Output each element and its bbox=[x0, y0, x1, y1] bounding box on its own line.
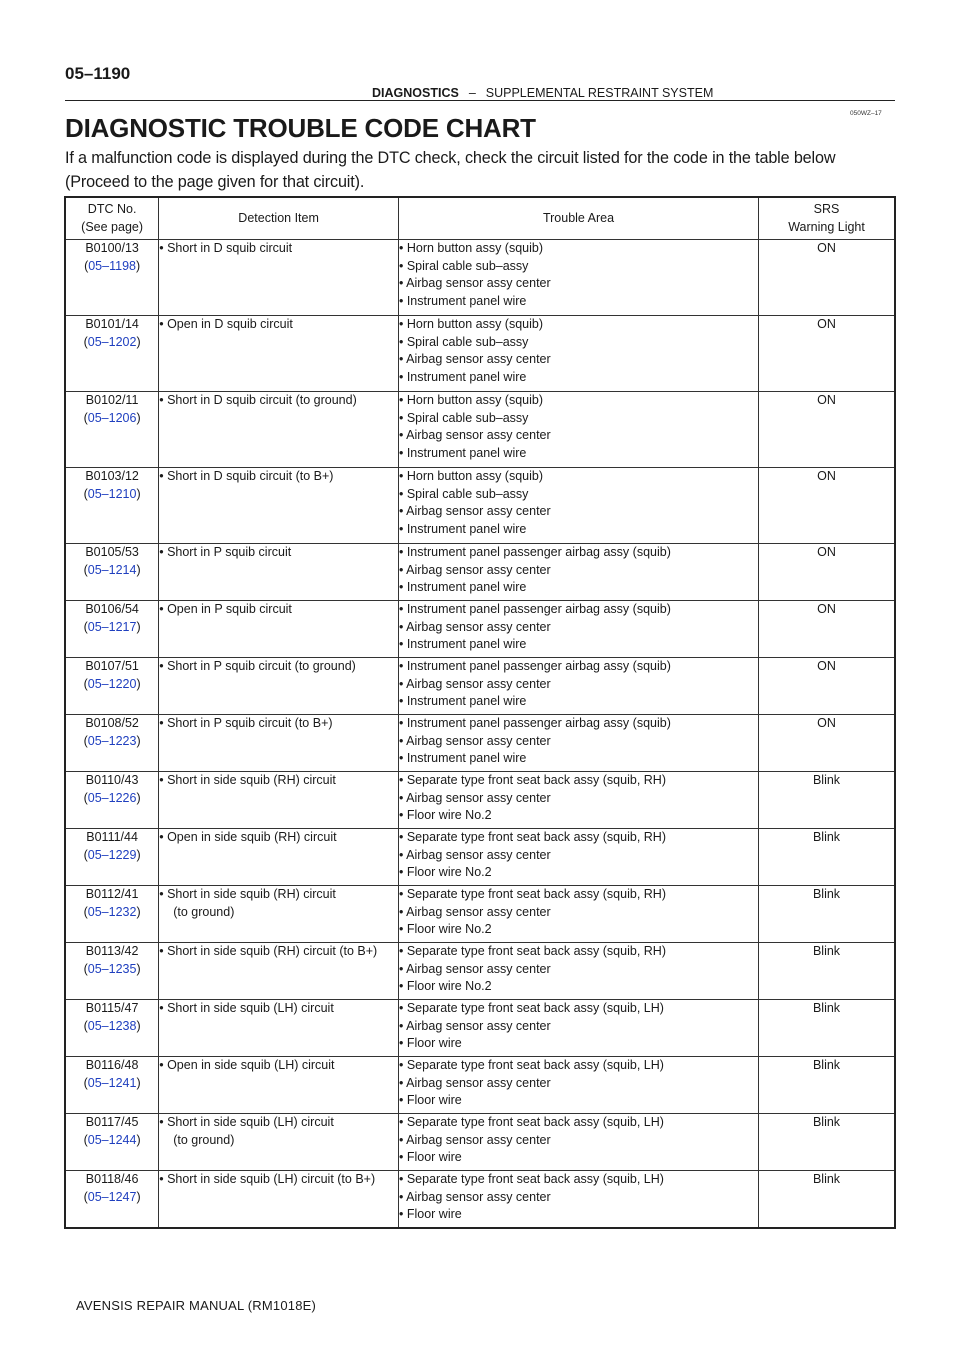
dtc-code: B0105/53 bbox=[85, 545, 139, 559]
warning-light-status: ON bbox=[759, 601, 895, 658]
trouble-area-item: • Airbag sensor assy center bbox=[398, 619, 551, 634]
trouble-area-item: • Instrument panel passenger airbag assy (squib) bbox=[398, 602, 671, 616]
page-link[interactable]: 05–1235 bbox=[87, 961, 137, 976]
dtc-code-cell bbox=[65, 886, 159, 943]
dtc-page-ref: (05–1206) bbox=[83, 410, 141, 425]
page-link[interactable]: 05–1229 bbox=[87, 847, 137, 862]
dtc-page-ref: (05–1226) bbox=[83, 790, 141, 805]
trouble-area-item: • Horn button assy (squib) bbox=[398, 469, 544, 483]
trouble-area-item: • Horn button assy (squib) bbox=[398, 241, 544, 255]
trouble-area-item: • Floor wire No.2 bbox=[398, 865, 492, 879]
trouble-area-item: • Airbag sensor assy center bbox=[398, 961, 551, 976]
trouble-area-item: • Airbag sensor assy center bbox=[398, 352, 551, 366]
trouble-area-cell bbox=[398, 772, 758, 829]
document-code: 050WZ–17 bbox=[850, 110, 882, 117]
trouble-area-item: • Floor wire No.2 bbox=[398, 922, 492, 936]
trouble-area-item: • Floor wire bbox=[398, 1036, 462, 1050]
detection-item-cell bbox=[159, 772, 399, 829]
detection-item: • Short in side squib (LH) circuit (to B+) bbox=[159, 1172, 376, 1186]
trouble-area-item: • Airbag sensor assy center bbox=[398, 676, 551, 691]
trouble-area-item: • Instrument panel wire bbox=[398, 293, 527, 308]
trouble-area-item: • Floor wire No.2 bbox=[398, 808, 492, 822]
detection-item-cell bbox=[159, 658, 399, 715]
table-row bbox=[65, 544, 895, 601]
trouble-area-cell bbox=[398, 1057, 758, 1114]
trouble-area-item: • Spiral cable sub–assy bbox=[398, 486, 529, 501]
detection-item-cell bbox=[159, 601, 399, 658]
header-dtc-line2: (See page) bbox=[81, 219, 144, 234]
dtc-page-ref: (05–1244) bbox=[83, 1132, 141, 1147]
detection-item: • Short in P squib circuit (to ground) bbox=[159, 659, 356, 673]
table-row bbox=[65, 601, 895, 658]
trouble-area-cell bbox=[398, 1114, 758, 1171]
footer-text: AVENSIS REPAIR MANUAL (RM1018E) bbox=[76, 1298, 317, 1313]
warning-light-status: ON bbox=[759, 715, 895, 772]
warning-light-status: Blink bbox=[759, 829, 895, 886]
dtc-code-cell bbox=[65, 1000, 159, 1057]
page-link[interactable]: 05–1241 bbox=[87, 1075, 137, 1090]
table-header-row bbox=[65, 197, 895, 240]
warning-light-status: Blink bbox=[759, 772, 895, 829]
trouble-area-item: • Airbag sensor assy center bbox=[398, 276, 551, 290]
dtc-code: B0103/12 bbox=[85, 469, 139, 483]
dtc-page-ref: (05–1223) bbox=[83, 733, 141, 748]
detection-item-cell bbox=[159, 316, 399, 392]
trouble-area-item: • Instrument panel wire bbox=[398, 445, 527, 460]
dtc-code-cell bbox=[65, 240, 159, 316]
dtc-code-cell bbox=[65, 601, 159, 658]
trouble-area-item: • Instrument panel passenger airbag assy (squib) bbox=[398, 545, 671, 559]
detection-item-cell bbox=[159, 392, 399, 468]
trouble-area-cell bbox=[398, 1000, 758, 1057]
trouble-area-item: • Floor wire No.2 bbox=[398, 979, 492, 993]
warning-light-status: Blink bbox=[759, 943, 895, 1000]
dtc-code-cell bbox=[65, 658, 159, 715]
dtc-code-cell bbox=[65, 316, 159, 392]
trouble-area-item: • Spiral cable sub–assy bbox=[398, 410, 529, 425]
trouble-area-item: • Instrument panel wire bbox=[398, 751, 527, 765]
warning-light-status: ON bbox=[759, 468, 895, 544]
table-row bbox=[65, 1000, 895, 1057]
page-link[interactable]: 05–1202 bbox=[87, 334, 137, 349]
dtc-code: B0118/46 bbox=[85, 1172, 139, 1186]
trouble-area-item: • Airbag sensor assy center bbox=[398, 1132, 551, 1147]
dtc-page-ref: (05–1247) bbox=[83, 1189, 141, 1204]
trouble-area-item: • Floor wire bbox=[398, 1207, 462, 1221]
trouble-area-item: • Spiral cable sub–assy bbox=[398, 334, 529, 349]
table-row bbox=[65, 772, 895, 829]
detection-item: • Short in D squib circuit (to ground) bbox=[159, 393, 357, 407]
subsection-name: SUPPLEMENTAL RESTRAINT SYSTEM bbox=[485, 86, 714, 100]
dtc-page-ref: (05–1229) bbox=[83, 847, 141, 862]
trouble-area-item: • Separate type front seat back assy (squib, RH) bbox=[398, 944, 666, 958]
warning-light-status: ON bbox=[759, 316, 895, 392]
page-link[interactable]: 05–1226 bbox=[87, 790, 137, 805]
trouble-area-item: • Horn button assy (squib) bbox=[398, 317, 544, 331]
trouble-area-cell bbox=[398, 468, 758, 544]
detection-item-cell bbox=[159, 943, 399, 1000]
page-link[interactable]: 05–1232 bbox=[87, 904, 137, 919]
dtc-code: B0117/45 bbox=[85, 1115, 139, 1129]
intro-paragraph: If a malfunction code is displayed during the DTC check, check the circuit listed for the code in the table below (Proceed to the page given for that circuit). bbox=[65, 149, 836, 191]
dtc-page-ref: (05–1210) bbox=[83, 486, 141, 501]
dtc-code: B0115/47 bbox=[85, 1001, 139, 1015]
dtc-code-cell bbox=[65, 1114, 159, 1171]
dtc-code-cell bbox=[65, 772, 159, 829]
trouble-area-item: • Instrument panel passenger airbag assy (squib) bbox=[398, 716, 671, 730]
dtc-code: B0108/52 bbox=[85, 716, 139, 730]
warning-light-status: ON bbox=[759, 240, 895, 316]
detection-item-cell bbox=[159, 544, 399, 601]
dtc-code-cell bbox=[65, 1057, 159, 1114]
header-srs-light bbox=[759, 197, 895, 240]
detection-item: • Short in P squib circuit bbox=[159, 545, 292, 559]
page-link[interactable]: 05–1210 bbox=[87, 486, 137, 501]
warning-light-status: Blink bbox=[759, 1000, 895, 1057]
detection-item-cell bbox=[159, 886, 399, 943]
dtc-page-ref: (05–1202) bbox=[83, 334, 141, 349]
trouble-area-item: • Separate type front seat back assy (squib, RH) bbox=[398, 887, 666, 901]
table-row bbox=[65, 715, 895, 772]
table-row bbox=[65, 392, 895, 468]
trouble-area-cell bbox=[398, 316, 758, 392]
trouble-area-item: • Separate type front seat back assy (squib, LH) bbox=[398, 1001, 664, 1015]
detection-item-cell bbox=[159, 715, 399, 772]
header-trouble-area: Trouble Area bbox=[398, 197, 758, 240]
trouble-area-cell bbox=[398, 658, 758, 715]
detection-item: • Short in side squib (LH) circuit bbox=[159, 1001, 334, 1015]
dtc-code: B0116/48 bbox=[85, 1058, 139, 1072]
warning-light-status: Blink bbox=[759, 1114, 895, 1171]
trouble-area-cell bbox=[398, 829, 758, 886]
detection-item: • Open in side squib (LH) circuit bbox=[159, 1058, 335, 1072]
dtc-code-cell bbox=[65, 544, 159, 601]
dtc-page-ref: (05–1220) bbox=[83, 676, 141, 691]
detection-item-cell bbox=[159, 1000, 399, 1057]
dtc-code: B0113/42 bbox=[85, 944, 139, 958]
trouble-area-cell bbox=[398, 715, 758, 772]
trouble-area-item: • Airbag sensor assy center bbox=[398, 1075, 551, 1090]
trouble-area-item: • Spiral cable sub–assy bbox=[398, 258, 529, 273]
detection-item: (to ground) bbox=[173, 904, 235, 919]
detection-item: • Short in P squib circuit (to B+) bbox=[159, 716, 333, 730]
dtc-code: B0106/54 bbox=[85, 602, 139, 616]
dtc-code-cell bbox=[65, 392, 159, 468]
dtc-page-ref: (05–1241) bbox=[83, 1075, 141, 1090]
section-dash: – bbox=[468, 86, 476, 100]
detection-item: • Short in side squib (RH) circuit bbox=[159, 887, 336, 901]
dtc-page-ref: (05–1217) bbox=[83, 619, 141, 634]
dtc-code-cell bbox=[65, 1171, 159, 1229]
page-number: 05–1190 bbox=[65, 64, 131, 83]
page-title: DIAGNOSTIC TROUBLE CODE CHART bbox=[65, 113, 536, 143]
section-header bbox=[372, 86, 713, 100]
trouble-area-cell bbox=[398, 544, 758, 601]
section-name: DIAGNOSTICS bbox=[372, 86, 459, 100]
page-link[interactable]: 05–1244 bbox=[87, 1132, 137, 1147]
dtc-code: B0100/13 bbox=[85, 241, 139, 255]
trouble-area-item: • Instrument panel wire bbox=[398, 521, 527, 536]
header-rule bbox=[65, 100, 895, 101]
trouble-area-item: • Floor wire bbox=[398, 1150, 462, 1164]
trouble-area-cell bbox=[398, 392, 758, 468]
page-link[interactable]: 05–1214 bbox=[87, 562, 137, 577]
header-light-line1: SRS bbox=[813, 202, 840, 216]
dtc-code: B0112/41 bbox=[85, 887, 139, 901]
page-link[interactable]: 05–1217 bbox=[87, 619, 137, 634]
trouble-area-item: • Separate type front seat back assy (squib, LH) bbox=[398, 1115, 664, 1129]
trouble-area-item: • Instrument panel passenger airbag assy (squib) bbox=[398, 659, 671, 673]
page-link[interactable]: 05–1206 bbox=[87, 410, 137, 425]
trouble-area-item: • Airbag sensor assy center bbox=[398, 1189, 551, 1204]
page-link[interactable]: 05–1223 bbox=[87, 733, 137, 748]
dtc-table bbox=[64, 196, 896, 1229]
dtc-page-ref: (05–1232) bbox=[83, 904, 141, 919]
trouble-area-cell bbox=[398, 240, 758, 316]
dtc-code-cell bbox=[65, 468, 159, 544]
header-detection-item: Detection Item bbox=[159, 197, 399, 240]
table-row bbox=[65, 240, 895, 316]
dtc-page-ref: (05–1198) bbox=[84, 258, 141, 273]
trouble-area-item: • Airbag sensor assy center bbox=[398, 904, 551, 919]
dtc-page-ref: (05–1238) bbox=[83, 1018, 141, 1033]
trouble-area-item: • Instrument panel wire bbox=[398, 694, 527, 708]
table-row bbox=[65, 1171, 895, 1229]
trouble-area-item: • Floor wire bbox=[398, 1093, 462, 1107]
trouble-area-item: • Separate type front seat back assy (squib, RH) bbox=[398, 830, 666, 844]
dtc-code: B0110/43 bbox=[85, 773, 139, 787]
detection-item-cell bbox=[159, 1171, 399, 1229]
dtc-code: B0107/51 bbox=[85, 659, 139, 673]
detection-item-cell bbox=[159, 829, 399, 886]
table-row bbox=[65, 886, 895, 943]
page-link[interactable]: 05–1247 bbox=[87, 1189, 137, 1204]
detection-item: • Short in D squib circuit bbox=[159, 241, 293, 255]
detection-item: • Short in side squib (LH) circuit bbox=[159, 1115, 334, 1129]
trouble-area-item: • Separate type front seat back assy (squib, RH) bbox=[398, 773, 666, 787]
trouble-area-item: • Airbag sensor assy center bbox=[398, 733, 551, 748]
warning-light-status: ON bbox=[759, 544, 895, 601]
trouble-area-item: • Separate type front seat back assy (squib, LH) bbox=[398, 1058, 664, 1072]
detection-item: • Short in side squib (RH) circuit (to B+) bbox=[159, 944, 378, 958]
trouble-area-item: • Instrument panel wire bbox=[398, 637, 527, 651]
dtc-code-cell bbox=[65, 715, 159, 772]
dtc-page-ref: (05–1214) bbox=[83, 562, 141, 577]
dtc-code: B0102/11 bbox=[85, 393, 139, 407]
header-dtc-line1: DTC No. bbox=[87, 202, 137, 216]
trouble-area-cell bbox=[398, 601, 758, 658]
trouble-area-item: • Horn button assy (squib) bbox=[398, 393, 544, 407]
dtc-code: B0111/44 bbox=[86, 830, 138, 844]
dtc-code-cell bbox=[65, 829, 159, 886]
trouble-area-item: • Airbag sensor assy center bbox=[398, 790, 551, 805]
dtc-code-cell bbox=[65, 943, 159, 1000]
detection-item-cell bbox=[159, 1114, 399, 1171]
warning-light-status: ON bbox=[759, 658, 895, 715]
trouble-area-cell bbox=[398, 886, 758, 943]
warning-light-status: Blink bbox=[759, 1171, 895, 1229]
table-row bbox=[65, 316, 895, 392]
trouble-area-item: • Instrument panel wire bbox=[398, 580, 527, 594]
page-link[interactable]: 05–1220 bbox=[87, 676, 137, 691]
detection-item-cell bbox=[159, 1057, 399, 1114]
detection-item-cell bbox=[159, 240, 399, 316]
table-row bbox=[65, 829, 895, 886]
detection-item: • Open in D squib circuit bbox=[159, 317, 293, 331]
detection-item: • Short in D squib circuit (to B+) bbox=[159, 469, 334, 483]
detection-item: • Short in side squib (RH) circuit bbox=[159, 773, 336, 787]
table-row bbox=[65, 1057, 895, 1114]
table-row bbox=[65, 1114, 895, 1171]
dtc-code: B0101/14 bbox=[85, 317, 139, 331]
trouble-area-item: • Airbag sensor assy center bbox=[398, 562, 551, 577]
page-link[interactable]: 05–1238 bbox=[87, 1018, 137, 1033]
page-link[interactable]: 05–1198 bbox=[88, 258, 136, 273]
dtc-page-ref: (05–1235) bbox=[83, 961, 141, 976]
table-row bbox=[65, 468, 895, 544]
header-dtc-no bbox=[65, 197, 159, 240]
trouble-area-item: • Airbag sensor assy center bbox=[398, 847, 551, 862]
trouble-area-item: • Airbag sensor assy center bbox=[398, 1018, 551, 1033]
trouble-area-cell bbox=[398, 1171, 758, 1229]
trouble-area-cell bbox=[398, 943, 758, 1000]
detection-item: • Open in side squib (RH) circuit bbox=[159, 830, 337, 844]
trouble-area-item: • Instrument panel wire bbox=[398, 369, 527, 384]
warning-light-status: Blink bbox=[759, 886, 895, 943]
trouble-area-item: • Airbag sensor assy center bbox=[398, 428, 551, 442]
warning-light-status: ON bbox=[759, 392, 895, 468]
trouble-area-item: • Separate type front seat back assy (squib, LH) bbox=[398, 1172, 664, 1186]
table-row bbox=[65, 943, 895, 1000]
table-row bbox=[65, 658, 895, 715]
dtc-table-body bbox=[65, 240, 895, 1229]
detection-item: (to ground) bbox=[173, 1132, 235, 1147]
detection-item-cell bbox=[159, 468, 399, 544]
header-light-line2: Warning Light bbox=[788, 219, 865, 234]
trouble-area-item: • Airbag sensor assy center bbox=[398, 504, 551, 518]
detection-item: • Open in P squib circuit bbox=[159, 602, 292, 616]
warning-light-status: Blink bbox=[759, 1057, 895, 1114]
